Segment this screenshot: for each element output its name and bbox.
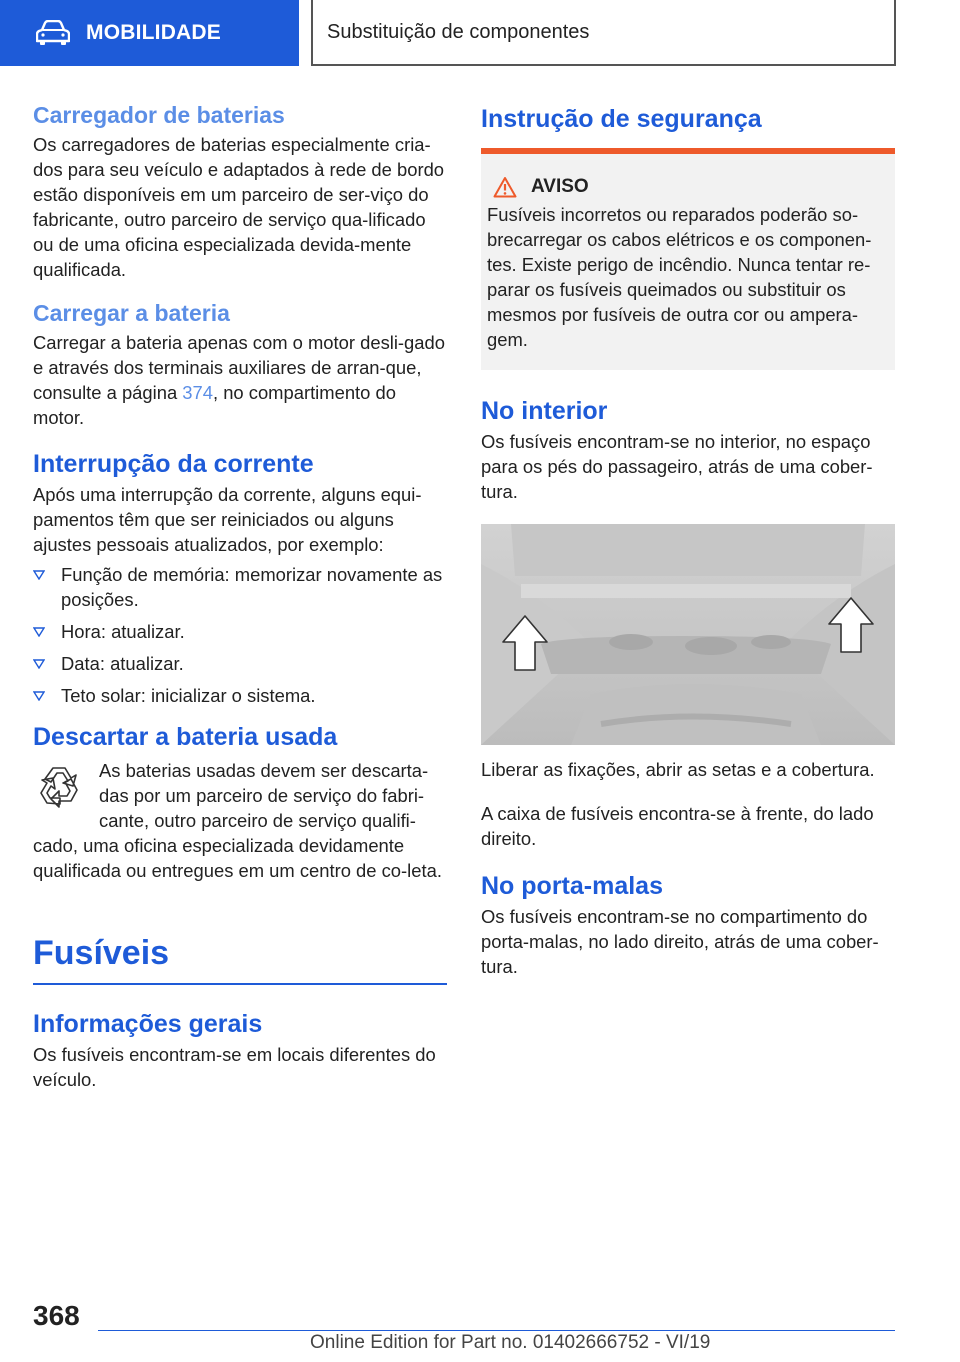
list-item — [33, 562, 447, 612]
warning-triangle-icon — [493, 176, 517, 198]
page-number: 368 — [33, 1300, 80, 1331]
paragraph-charge-battery — [33, 330, 447, 430]
left-column — [33, 100, 447, 1092]
recycle-icon — [33, 760, 85, 812]
bullet-triangle-icon — [33, 627, 45, 637]
fuse-cover-image — [481, 524, 895, 745]
fuse-cover-illustration — [481, 524, 895, 745]
paragraph-charger: Os carregadores de baterias especialmente cria-dos para seu veículo e adaptados à rede de bordo estão disponíveis em um parceiro de ser-viço do fabricante, outro parceiro de serviço qua-lificado ou de uma oficina especializada devida-mente qualificada. — [33, 134, 445, 280]
fuses-divider — [33, 983, 447, 985]
charge-text-b: , no compartimento do motor. — [33, 382, 396, 428]
heading-fuses: Fusíveis — [33, 934, 170, 972]
heading-trunk: No porta-malas — [481, 872, 663, 900]
paragraph-interruption: Após uma interrupção da corrente, alguns equi-pamentos têm que ser reiniciados ou alguns ajustes pessoais atualizados, por exemplo: — [33, 484, 422, 555]
heading-general-info: Informações gerais — [33, 1010, 263, 1038]
list-item-text: Data: atualizar. — [61, 653, 184, 674]
list-item-text: Teto solar: inicializar o sistema. — [61, 685, 316, 706]
bullet-triangle-icon — [33, 659, 45, 669]
discard-block — [33, 758, 447, 883]
paragraph-interior: Os fusíveis encontram-se no interior, no espaço para os pés do passageiro, atrás de uma cober-tura. — [481, 431, 873, 502]
heading-charge-battery: Carregar a bateria — [33, 300, 230, 326]
warning-box — [481, 148, 895, 370]
paragraph-discard: As baterias usadas devem ser descarta-das por um parceiro de serviço do fabri-cante, outro parceiro de serviço qualifi-cado, uma oficina especializada devidamente qualificada ou entregues em um centro de co-leta. — [33, 760, 442, 881]
page-link-374[interactable]: 374 — [182, 382, 213, 403]
section-label: MOBILIDADE — [86, 21, 221, 44]
paragraph-trunk: Os fusíveis encontram-se no compartimento do porta-malas, no lado direito, atrás de uma cober-tura. — [481, 906, 879, 977]
charge-text-a: Carregar a bateria apenas com o motor desli-gado e através dos terminais auxiliares de arran-que, consulte a página — [33, 332, 445, 403]
list-item — [33, 683, 447, 708]
reset-list — [33, 562, 447, 708]
chapter-header — [311, 0, 896, 66]
paragraph-general-info: Os fusíveis encontram-se em locais diferentes do veículo. — [33, 1044, 436, 1090]
section-tab[interactable] — [0, 0, 299, 66]
list-item — [33, 619, 447, 644]
right-column — [481, 100, 895, 979]
bullet-triangle-icon — [33, 570, 45, 580]
paragraph-fuse-box: A caixa de fusíveis encontra-se à frente, do lado direito. — [481, 803, 874, 849]
heading-discard-battery: Descartar a bateria usada — [33, 723, 338, 751]
heading-charger: Carregador de baterias — [33, 102, 285, 128]
chapter-title: Substituição de componentes — [327, 20, 590, 43]
warning-text: Fusíveis incorretos ou reparados poderão so-brecarregar os cabos elétricos e os componen-tes. Existe perigo de incêndio. Nunca tentar re-parar os fusíveis queimados ou substituir os mesmos por fusíveis de outra cor ou ampera-gem. — [487, 204, 872, 350]
heading-interruption: Interrupção da corrente — [33, 450, 314, 478]
heading-safety: Instrução de segurança — [481, 105, 762, 133]
footer-edition: Online Edition for Part no. 01402666752 - VI/19 — [310, 1332, 711, 1353]
list-item-text: Função de memória: memorizar novamente as posições. — [61, 564, 443, 610]
car-icon — [36, 20, 70, 46]
image-caption: Liberar as fixações, abrir as setas e a cobertura. — [481, 759, 875, 780]
warning-title: AVISO — [531, 176, 589, 197]
heading-interior: No interior — [481, 397, 608, 425]
list-item — [33, 651, 447, 676]
bullet-triangle-icon — [33, 691, 45, 701]
footer-divider — [98, 1330, 895, 1331]
list-item-text: Hora: atualizar. — [61, 621, 185, 642]
warning-header — [487, 176, 887, 198]
